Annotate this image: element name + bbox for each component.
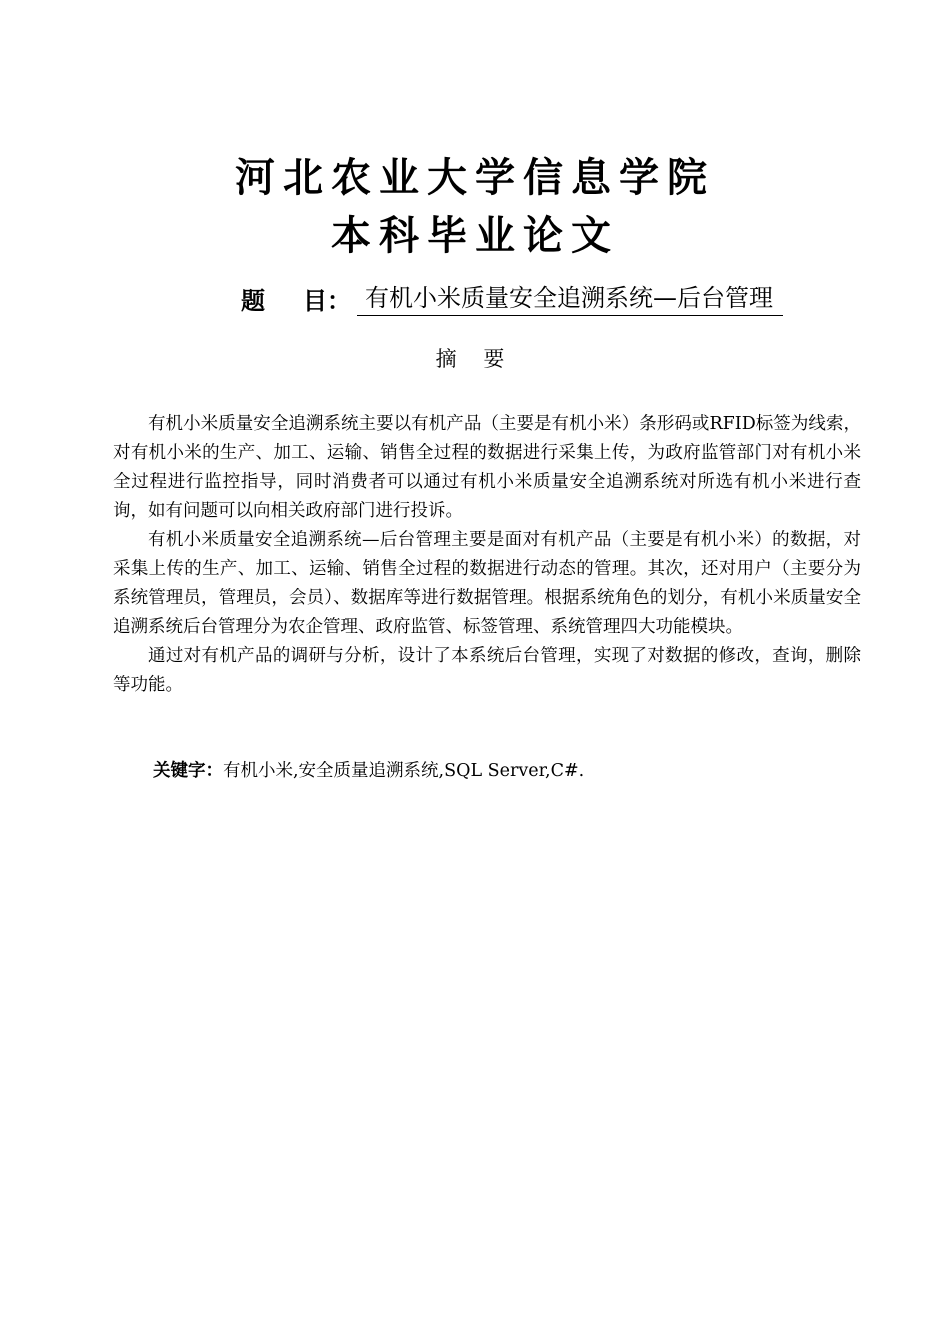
abstract-body: [113, 410, 861, 700]
university-title: 河北农业大学信息学院: [235, 155, 715, 201]
abstract-paragraph-1: 有机小米质量安全追溯系统主要以有机产品（主要是有机小米）条形码或RFID标签为线索，对有机小米的生产、加工、运输、销售全过程的数据进行采集上传，为政府监管部门对有机小米全过程进行监控指导，同时消费者可以通过有机小米质量安全追溯系统对所选有机小米进行查询，如有问题可以向相关政府部门进行投诉。: [113, 414, 861, 521]
abstract-paragraph-2: 有机小米质量安全追溯系统—后台管理主要是面对有机产品（主要是有机小米）的数据，对采集上传的生产、加工、运输、销售全过程的数据进行动态的管理。其次，还对用户（主要分为系统管理员，管理员，会员）、数据库等进行数据管理。根据系统角色的划分，有机小米质量安全追溯系统后台管理分为农企管理、政府监管、标签管理、系统管理四大功能模块。: [113, 530, 861, 637]
topic-label-second: 目：: [303, 287, 351, 315]
abstract-heading: 摘 要: [435, 347, 515, 371]
abstract-paragraph-3: 通过对有机产品的调研与分析，设计了本系统后台管理，实现了对数据的修改，查询，删除等功能。: [113, 646, 861, 695]
keywords-line: [153, 758, 584, 784]
topic-label: [241, 281, 351, 316]
topic-label-first: 题: [241, 287, 265, 315]
topic-row: [241, 280, 783, 316]
keywords-label: 关键字：: [153, 761, 223, 781]
topic-value: 有机小米质量安全追溯系统—后台管理: [357, 278, 783, 316]
keywords-value: 有机小米,安全质量追溯系统,SQL Server,C#.: [223, 761, 585, 781]
thesis-type-title: 本科毕业论文: [331, 213, 619, 259]
